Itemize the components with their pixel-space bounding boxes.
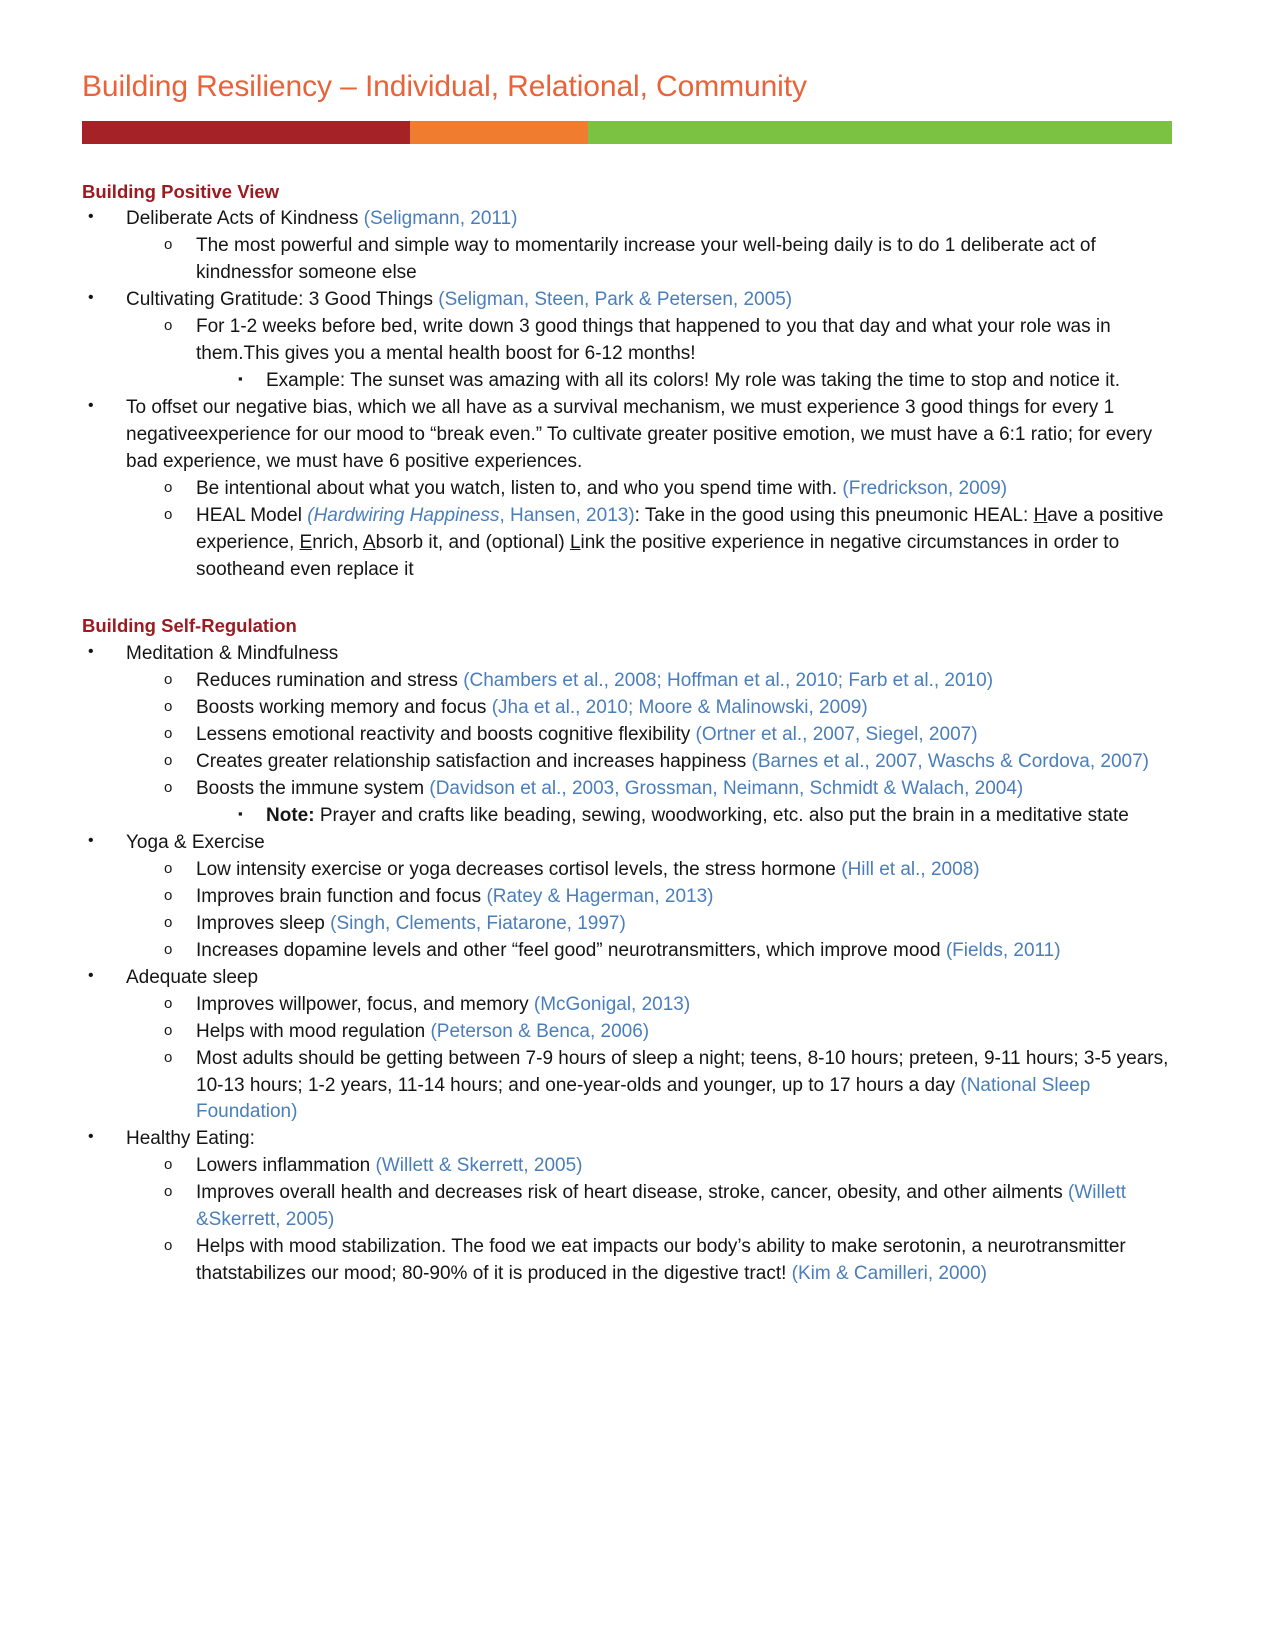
item-text: Yoga & Exercise — [126, 831, 265, 853]
bullet-level2-icon: o — [164, 506, 173, 524]
bullet-level3-icon: ▪ — [238, 805, 243, 821]
list-item — [226, 803, 1172, 830]
item-text: bsorb it, and (optional) — [375, 532, 570, 554]
bullet-level2-icon: o — [164, 479, 173, 497]
item-text: Meditation & Mindfulness — [126, 643, 339, 664]
list-item — [82, 1126, 1172, 1153]
reference-citation: (Barnes et al., 2007, Waschs & Cordova, 2007) — [751, 750, 1149, 772]
reference-citation: (Davidson et al., 2003, Grossman, Neimann, Schmidt & Walach, 2004) — [429, 777, 1024, 799]
list-positive-view — [82, 206, 1172, 584]
bullet-level2-icon: o — [164, 859, 173, 877]
reference-citation: (Ratey & Hagerman, 2013) — [486, 885, 714, 907]
list-item — [154, 695, 1172, 722]
item-text: Be intentional about what you watch, listen to, and who you spend time with. — [196, 478, 843, 500]
list-item — [82, 830, 1172, 857]
reference-citation: (Kim & Camilleri, 2000) — [791, 1263, 987, 1285]
reference-citation: (National Sleep Foundation) — [196, 1074, 1091, 1123]
list-item — [154, 1046, 1172, 1127]
bullet-level1-icon: • — [88, 397, 94, 415]
bullet-level1-icon: • — [88, 208, 94, 226]
divider-segment-red — [82, 121, 410, 144]
list-item — [82, 206, 1172, 233]
item-text: Cultivating Gratitude: 3 Good Things — [126, 289, 439, 311]
item-text: Improves willpower, focus, and memory — [196, 993, 534, 1015]
item-text: Helps with mood stabilization. The food we eat impacts our body’s ability to make serotonin, a neurotransmitter thatstabilizes our mood; 80-90% of it is produced in the digestive tract! — [196, 1236, 1126, 1285]
list-item — [154, 776, 1172, 803]
bullet-level2-icon: o — [164, 940, 173, 958]
list-item — [154, 857, 1172, 884]
reference-citation: (Ortner et al., 2007, Siegel, 2007) — [695, 723, 978, 745]
item-text: Increases dopamine levels and other “feel good” neurotransmitters, which improve mood — [196, 939, 946, 961]
section-heading-self-regulation: Building Self-Regulation — [82, 615, 297, 637]
bullet-level2-icon: o — [164, 724, 173, 742]
reference-citation: (Jha et al., 2010; Moore & Malinowski, 2009) — [491, 696, 868, 718]
list-self-regulation — [82, 641, 1172, 1288]
item-text: Boosts the immune system — [196, 777, 430, 799]
bullet-level2-icon: o — [164, 994, 173, 1012]
note-label: Note: — [266, 804, 315, 826]
list-item — [154, 1153, 1172, 1180]
item-text: : Take in the good using this pneumonic HEAL: — [634, 505, 1034, 527]
item-text: Creates greater relationship satisfaction and increases happiness — [196, 750, 752, 772]
list-item — [154, 668, 1172, 695]
item-text: Prayer and crafts like beading, sewing, woodworking, etc. also put the brain in a meditative state — [314, 804, 1129, 826]
item-text: Lessens emotional reactivity and boosts cognitive flexibility — [196, 723, 696, 745]
reference-citation: (Singh, Clements, Fiatarone, 1997) — [330, 912, 626, 934]
bullet-level2-icon: o — [164, 778, 173, 796]
bullet-level2-icon: o — [164, 1156, 173, 1174]
list-item — [154, 233, 1172, 287]
item-text: Improves overall health and decreases risk of heart disease, stroke, cancer, obesity, and other ailments — [196, 1182, 1068, 1204]
list-item — [82, 965, 1172, 992]
bullet-level2-icon: o — [164, 670, 173, 688]
reference-citation: (Chambers et al., 2008; Hoffman et al., 2010; Farb et al., 2010) — [463, 669, 994, 691]
item-text: Adequate sleep — [126, 966, 259, 988]
item-text: Low intensity exercise or yoga decreases cortisol levels, the stress hormone — [196, 858, 842, 880]
bullet-level2-icon: o — [164, 751, 173, 769]
bullet-level2-icon: o — [164, 697, 173, 715]
list-item — [154, 992, 1172, 1019]
divider-segment-green — [588, 121, 1172, 144]
reference-citation: (Seligman, Steen, Park & Petersen, 2005) — [438, 289, 793, 311]
list-item — [154, 314, 1172, 368]
divider-segment-orange — [410, 121, 588, 144]
item-text: ave a positive experience, — [196, 505, 1164, 554]
item-text: Most adults should be getting between 7-9 hours of sleep a night; teens, 8-10 hours; preteen, 9-11 hours; 3-5 years, 10-13 hours; 1-2 years, 11-14 hours; and one-year-olds and younger, up to 17 hours a day — [196, 1047, 1169, 1096]
heal-letter-e: E — [299, 532, 313, 554]
bullet-level1-icon: • — [88, 643, 94, 660]
bullet-level1-icon: • — [88, 289, 94, 307]
item-text: Healthy Eating: — [126, 1128, 255, 1150]
item-text: Boosts working memory and focus — [196, 696, 492, 718]
bullet-level2-icon: o — [164, 236, 173, 254]
list-item — [154, 749, 1172, 776]
bullet-level1-icon: • — [88, 966, 94, 984]
list-item — [154, 1019, 1172, 1046]
heal-letter-l: L — [569, 532, 581, 554]
list-item — [82, 395, 1172, 476]
item-text: Helps with mood regulation — [196, 1020, 431, 1042]
item-text: Reduces rumination and stress — [196, 669, 464, 691]
list-item — [154, 1234, 1172, 1288]
reference-citation: (Willett &Skerrett, 2005) — [196, 1182, 1127, 1231]
list-item — [226, 368, 1172, 395]
list-item — [154, 476, 1172, 503]
reference-citation: , Hansen, 2013) — [499, 505, 635, 527]
bullet-level2-icon: o — [164, 1237, 173, 1255]
item-text: HEAL Model — [196, 505, 308, 527]
reference-citation: (Willett & Skerrett, 2005) — [375, 1155, 583, 1177]
list-item — [82, 641, 1172, 668]
item-text: For 1-2 weeks before bed, write down 3 good things that happened to you that day and what your role was in them.This gives you a mental health boost for 6-12 months! — [196, 316, 1111, 365]
reference-citation: (Fields, 2011) — [945, 939, 1061, 961]
item-text: nrich, — [312, 532, 363, 554]
bullet-level2-icon: o — [164, 1021, 173, 1039]
bullet-level2-icon: o — [164, 317, 173, 335]
reference-book-title: (Hardwiring Happiness — [307, 505, 500, 527]
item-text: Improves brain function and focus — [196, 885, 487, 907]
reference-citation: (Fredrickson, 2009) — [842, 478, 1008, 500]
reference-citation: (Peterson & Benca, 2006) — [430, 1020, 650, 1042]
reference-citation: (McGonigal, 2013) — [533, 993, 691, 1015]
list-item — [154, 722, 1172, 749]
bullet-level3-icon: ▪ — [238, 371, 243, 387]
item-text: Example: The sunset was amazing with all its colors! My role was taking the time to stop and notice it. — [266, 370, 1120, 392]
section-spacer — [82, 584, 1172, 614]
bullet-level2-icon: o — [164, 1183, 173, 1201]
heal-letter-a: A — [362, 532, 376, 554]
bullet-level2-icon: o — [164, 1048, 173, 1066]
heal-letter-h: H — [1033, 505, 1048, 527]
item-text: The most powerful and simple way to momentarily increase your well-being daily is to do 1 deliberate act of kindnessfor someone else — [196, 235, 1096, 284]
list-item — [154, 938, 1172, 965]
item-text: To offset our negative bias, which we all have as a survival mechanism, we must experience 3 good things for every 1 negativeexperience for our mood to “break even.” To cultivate greater positive emotion, we must have a 6:1 ratio; for every bad experience, we must have 6 positive experiences. — [126, 397, 1153, 473]
item-text: Lowers inflammation — [196, 1155, 376, 1177]
item-text: Improves sleep — [196, 912, 331, 934]
bullet-level1-icon: • — [88, 1128, 94, 1146]
reference-citation: (Seligmann, 2011) — [363, 208, 518, 230]
list-item — [154, 911, 1172, 938]
page-title: Building Resiliency – Individual, Relational, Community — [82, 70, 807, 103]
bullet-level2-icon: o — [164, 913, 173, 931]
document-content — [82, 70, 1172, 1288]
item-text: Deliberate Acts of Kindness — [126, 208, 364, 230]
bullet-level1-icon: • — [88, 831, 94, 849]
list-item — [154, 1180, 1172, 1234]
list-item — [154, 884, 1172, 911]
bullet-level2-icon: o — [164, 886, 173, 904]
tricolor-divider — [82, 121, 1172, 144]
list-item — [154, 503, 1172, 584]
section-heading-positive-view: Building Positive View — [82, 180, 280, 202]
reference-citation: (Hill et al., 2008) — [841, 858, 980, 880]
item-text: ink the positive experience in negative circumstances in order to sootheand even replace it — [196, 532, 1120, 581]
list-item — [82, 287, 1172, 314]
